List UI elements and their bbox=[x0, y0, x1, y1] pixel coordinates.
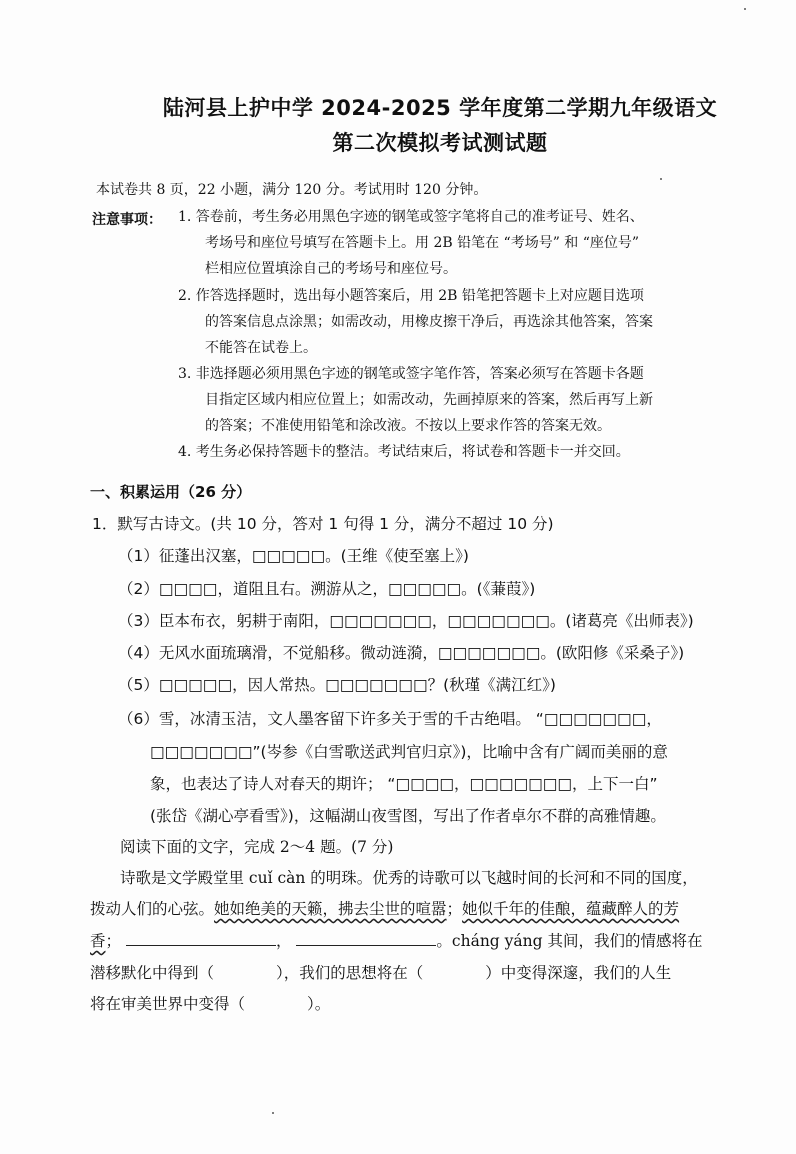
question-1-item: （3）臣本布衣，躬耕于南阳，□□□□□□□，□□□□□□□。(诸葛亮《出师表》) bbox=[118, 612, 694, 630]
notice-line: 考场号和座位号填写在答题卡上。用 2B 铅笔在 “考场号” 和 “座位号” bbox=[205, 235, 640, 251]
reading-text: ； bbox=[446, 900, 463, 918]
notice-line: 的答案信息点涂黑；如需改动，用橡皮擦干净后，再选涂其他答案，答案 bbox=[205, 314, 653, 330]
question-1-item: （2）□□□□，道阻且右。溯游从之，□□□□□。(《蒹葭》) bbox=[118, 580, 536, 598]
notice-line: 2. 作答选择题时，选出每小题答案后，用 2B 铅笔把答题卡上对应题目选项 bbox=[178, 288, 644, 304]
wavy-underlined-sentence: 她如绝美的天籁，拂去尘世的喧嚣 bbox=[214, 900, 447, 918]
exam-title-line1: 陆河县上护中学 2024-2025 学年度第二学期九年级语文 bbox=[162, 96, 718, 120]
scan-speck bbox=[272, 1112, 274, 1114]
notice-line: 目指定区域内相应位置上；如需改动，先画掉原来的答案，然后再写上新 bbox=[205, 392, 653, 408]
reading-paragraph-line: 将在审美世界中变得（ ）。 bbox=[90, 995, 331, 1013]
scan-speck bbox=[744, 8, 746, 10]
question-1-item: （5）□□□□□，因人常热。□□□□□□□？(秋瑾《满江红》) bbox=[118, 676, 556, 694]
wavy-underlined-sentence: 香 bbox=[90, 932, 106, 950]
reading-text: ； bbox=[105, 932, 122, 950]
answer-blank[interactable] bbox=[126, 929, 276, 946]
reading-text: 。cháng yáng 其间，我们的情感将在 bbox=[436, 932, 703, 950]
question-1-item: (张岱《湖心亭看雪》)，这幅湖山夜雪图，写出了作者卓尔不群的高雅情趣。 bbox=[150, 807, 666, 825]
exam-title-line2: 第二次模拟考试测试题 bbox=[332, 131, 548, 155]
reading-text: ， bbox=[275, 932, 292, 950]
reading-text: 拨动人们的心弦。 bbox=[90, 900, 215, 918]
question-1-item: □□□□□□□”(岑参《白雪歌送武判官归京》)，比喻中含有广阔而美丽的意 bbox=[150, 743, 668, 761]
notice-line: 栏相应位置填涂自己的考场号和座位号。 bbox=[205, 261, 457, 277]
question-1-item: （4）无风水面琉璃滑，不觉船移。微动涟漪，□□□□□□□。(欧阳修《采桑子》) bbox=[118, 644, 685, 662]
question-1-stem: 1．默写古诗文。(共 10 分，答对 1 句得 1 分，满分不超过 10 分) bbox=[92, 515, 554, 533]
reading-paragraph-line bbox=[90, 897, 679, 919]
notice-line: 3. 非选择题必须用黑色字迹的钢笔或签字笔作答，答案必须写在答题卡各题 bbox=[178, 366, 644, 382]
reading-paragraph-line bbox=[90, 929, 703, 951]
question-1-item: （6）雪，冰清玉洁，文人墨客留下许多关于雪的千古绝唱。 “□□□□□□□， bbox=[118, 710, 662, 728]
reading-instruction: 阅读下面的文字，完成 2～4 题。(7 分) bbox=[120, 838, 394, 856]
reading-paragraph-line: 诗歌是文学殿堂里 cuǐ càn 的明珠。优秀的诗歌可以飞越时间的长河和不同的国度， bbox=[120, 869, 698, 887]
notice-line: 4. 考生务必保持答题卡的整洁。考试结束后，将试卷和答题卡一并交回。 bbox=[178, 444, 630, 460]
notice-label: 注意事项： bbox=[92, 212, 162, 228]
wavy-underlined-sentence: 她似千年的佳酿，蕴藏醉人的芳 bbox=[462, 900, 680, 918]
notice-line: 1. 答卷前，考生务必用黑色字迹的钢笔或签字笔将自己的准考证号、姓名、 bbox=[178, 209, 644, 225]
section-heading: 一、积累运用（26 分） bbox=[90, 483, 252, 501]
notice-line: 的答案；不准使用铅笔和涂改液。不按以上要求作答的答案无效。 bbox=[205, 418, 611, 434]
reading-paragraph-line: 潜移默化中得到（ ），我们的思想将在（ ）中变得深邃，我们的人生 bbox=[90, 964, 672, 982]
exam-intro: 本试卷共 8 页，22 小题，满分 120 分。考试用时 120 分钟。 bbox=[96, 182, 488, 198]
question-1-item: 象，也表达了诗人对春天的期许； “□□□□，□□□□□□□，上下一白” bbox=[150, 775, 658, 793]
question-1-item: （1）征蓬出汉塞，□□□□□。(王维《使至塞上》) bbox=[118, 547, 469, 565]
notice-line: 不能答在试卷上。 bbox=[205, 340, 317, 356]
answer-blank[interactable] bbox=[296, 929, 436, 946]
scan-speck bbox=[660, 178, 662, 180]
